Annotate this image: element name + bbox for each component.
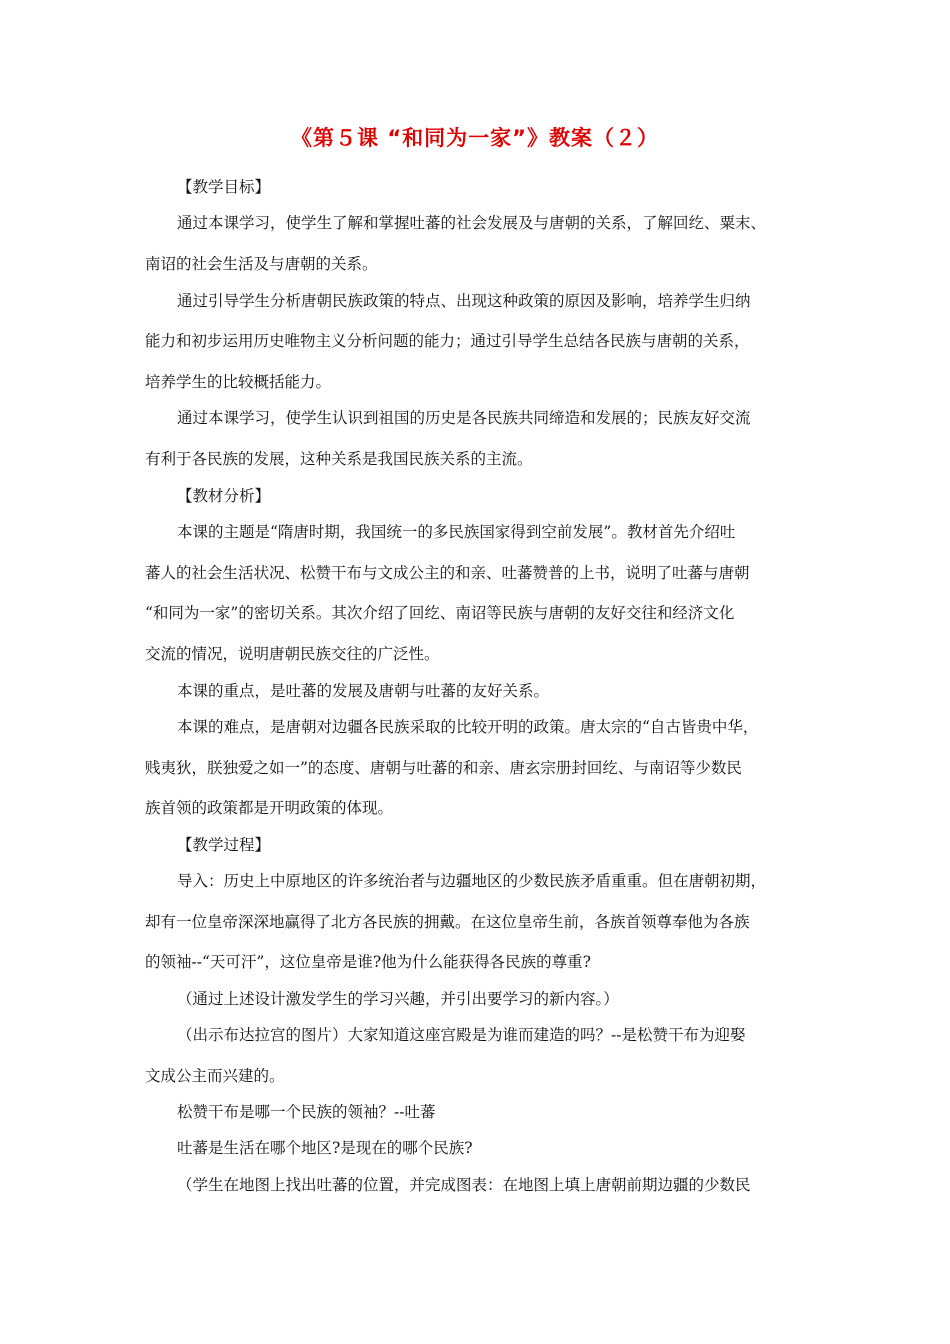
paragraph-line: 本课的重点，是吐蕃的发展及唐朝与吐蕃的友好关系。	[177, 682, 550, 700]
paragraph-line: 却有一位皇帝深深地赢得了北方各民族的拥戴。在这位皇帝生前，各族首领尊奉他为各族	[145, 913, 750, 931]
paragraph-line: （学生在地图上找出吐蕃的位置，并完成图表：在地图上填上唐朝前期边疆的少数民	[177, 1176, 751, 1194]
paragraph-line: 文成公主而兴建的。	[145, 1067, 285, 1085]
heading-material-analysis: 【教材分析】	[177, 487, 271, 505]
paragraph-line: 吐蕃是生活在哪个地区?是现在的哪个民族?	[177, 1139, 473, 1157]
paragraph-line: （通过上述设计激发学生的学习兴趣，并引出要学习的新内容。）	[177, 990, 619, 1008]
paragraph-line: 南诏的社会生活及与唐朝的关系。	[145, 255, 378, 273]
paragraph-line: 蕃人的社会生活状况、松赞干布与文成公主的和亲、吐蕃赞普的上书，说明了吐蕃与唐朝	[145, 564, 750, 582]
paragraph-line: 松赞干布是哪一个民族的领袖？--吐蕃	[177, 1103, 436, 1121]
paragraph-line: 能力和初步运用历史唯物主义分析问题的能力；通过引导学生总结各民族与唐朝的关系，	[145, 332, 750, 350]
paragraph-line: 贱夷狄，朕独爱之如一”的态度、唐朝与吐蕃的和亲、唐玄宗册封回纥、与南诏等少数民	[145, 759, 742, 777]
paragraph-line: 培养学生的比较概括能力。	[145, 373, 332, 391]
heading-teaching-goals: 【教学目标】	[177, 178, 271, 196]
paragraph-line: 本课的主题是“隋唐时期，我国统一的多民族国家得到空前发展”。教材首先介绍吐	[177, 523, 736, 541]
paragraph-line: （出示布达拉宫的图片）大家知道这座宫殿是为谁而建造的吗？--是松赞干布为迎娶	[177, 1026, 746, 1044]
paragraph-line: 族首领的政策都是开明政策的体现。	[145, 799, 394, 817]
paragraph-line: 通过本课学习，使学生认识到祖国的历史是各民族共同缔造和发展的；民族友好交流	[177, 409, 751, 427]
paragraph-line: “和同为一家”的密切关系。其次介绍了回纥、南诏等民族与唐朝的友好交往和经济文化	[145, 604, 735, 622]
heading-teaching-process: 【教学过程】	[177, 836, 271, 854]
document-title: 《第５课 “和同为一家”》教案（２）	[291, 126, 659, 150]
paragraph-line: 通过引导学生分析唐朝民族政策的特点、出现这种政策的原因及影响，培养学生归纳	[177, 292, 751, 310]
paragraph-line: 本课的难点，是唐朝对边疆各民族采取的比较开明的政策。唐太宗的“自古皆贵中华，	[177, 718, 759, 736]
paragraph-line: 通过本课学习，使学生了解和掌握吐蕃的社会发展及与唐朝的关系，了解回纥、粟末、	[177, 214, 767, 232]
paragraph-line: 有利于各民族的发展，这种关系是我国民族关系的主流。	[145, 450, 533, 468]
paragraph-line: 的领袖--“天可汗”，这位皇帝是谁?他为什么能获得各民族的尊重?	[145, 953, 591, 971]
paragraph-line: 交流的情况，说明唐朝民族交往的广泛性。	[145, 645, 440, 663]
paragraph-line: 导入：历史上中原地区的许多统治者与边疆地区的少数民族矛盾重重。但在唐朝初期，	[177, 872, 767, 890]
